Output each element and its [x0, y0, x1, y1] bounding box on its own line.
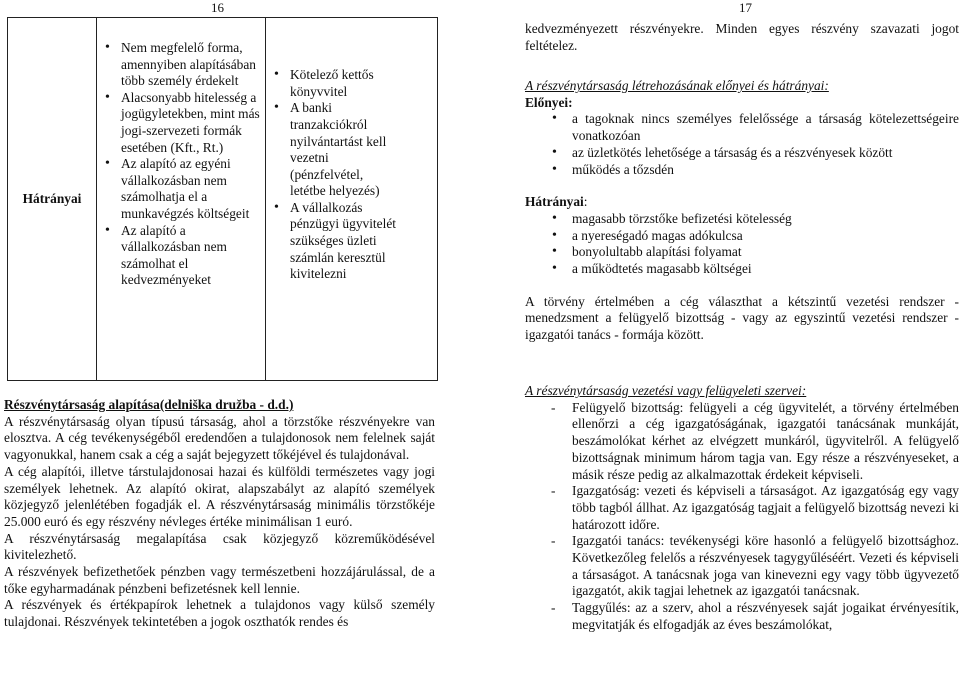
list-item: • bonyolultabb alapítási folyamat	[525, 244, 959, 261]
list-item: • az üzletkötés lehetősége a társaság és a részvényesek között	[525, 145, 959, 162]
paragraph: A cég alapítói, illetve társtulajdonosai hazai és külföldi természetes vagy jogi személyek lehetnek. Az alapító okirat, alapszabályt az alapító személyek közjegyző jelenlétében fogadják el. A részvénytársaság minimális törzstőkéje 25.000 euró és egy részvény névleges értéke minimálisan 1 euró.	[4, 463, 435, 529]
page-number-right: 17	[739, 0, 752, 15]
advantages-list	[525, 111, 959, 178]
advantages-label: Előnyei:	[525, 94, 573, 110]
disadvantages-heading	[525, 194, 959, 211]
intro-paragraph: kedvezményezett részvényekre. Minden egyes részvény szavazati jogot feltételez.	[525, 21, 959, 53]
intro-block	[525, 21, 959, 54]
pros-cons-block	[525, 78, 959, 344]
list-item: • magasabb törzstőke befizetési kötelesség	[525, 211, 959, 228]
law-paragraph: A törvény értelmében a cég választhat a kétszintű vezetési rendszer - menedzsment a felügyelő bizottság - vagy az egyszintű vezetési rendszer - igazgatói tanács - formája között.	[525, 293, 959, 343]
list-item: • Alacsonyabb hitelesség a jogügyletekben, mint más jogi-szervezeti formák esetében (Kft., Rt.)	[97, 90, 261, 156]
table-col1	[97, 18, 266, 381]
list-item: • A banki tranzakciókról nyilvántartást kell vezetni (pénzfelvétel, letétbe helyezés)	[266, 100, 397, 200]
list-item: • Az alapító a vállalkozásban nem számolhat el kedvezményeket	[97, 223, 261, 289]
paragraph: A részvények befizethetőek pénzben vagy természetbeni hozzájárulással, de a tőke egyharmadának pénzbeni befizetésnek kell lennie.	[4, 564, 435, 596]
list-item: • Kötelező kettős könyvvitel	[266, 67, 397, 100]
list-item: - Felügyelő bizottság: felügyeli a cég ügyvitelét, a törvény értelmében ellenőrzi a cég igazgatóságának, igazgatói tanácsának munkáját, beszámolókat kérhet az elvégzett munkáról, ügyvitelről. A felügyelő bizottságnak minimum három tagja van. Egy része a részvényeseket, a másik része pedig az alkalmazottak érdekeit képviseli.	[525, 400, 959, 484]
disadvantages-list	[525, 211, 959, 278]
governance-block	[525, 383, 959, 634]
list-item: • a nyereségadó magas adókulcsa	[525, 228, 959, 245]
paragraph: A részvénytársaság olyan típusú társaság, ahol a törzstőke részvényekre van elosztva. A cég tevékenységéből eredendően a tulajdonosok nem felelnek saját vagyonukkal, hanem csak a cég a saját bejegyzett tőkéjével és tulajdonával.	[4, 413, 435, 463]
list-item: - Taggyűlés: az a szerv, ahol a részvényesek saját jogaikat érvényesítik, megvitatják és elfogadják az éves beszámolókat,	[525, 600, 959, 633]
list-item: - Igazgatói tanács: tevékenységi köre hasonló a felügyelő bizottsághoz. Következőleg felelős a részvényesek tagygyűléséért. Vezeti és képviseli a társaságot. A tanácsnak joga van kinevezni egy vagy több ügyvezető igazgatót, akik tagjai lehetnek az igazgatói tanácsnak.	[525, 533, 959, 600]
governance-list	[525, 400, 959, 634]
section-heading: Részvénytársaság alapítása(delniška družba - d.d.)	[4, 397, 294, 412]
pros-cons-heading: A részvénytársaság létrehozásának előnyei és hátrányai:	[525, 78, 829, 93]
paragraph: A részvénytársaság megalapítása csak közjegyző közreműködésével kivitelezhető.	[4, 530, 435, 563]
table-col2	[266, 18, 438, 381]
list-item: • Az alapító az egyéni vállalkozásban nem számolhatja el a munkavégzés költségeit	[97, 156, 261, 222]
page-number-left: 16	[211, 0, 224, 15]
table-label: Hátrányai	[8, 18, 97, 381]
disadvantages-colon: :	[583, 194, 588, 210]
list-item: • a működtetés magasabb költségei	[525, 261, 959, 278]
list-item: • működés a tőzsdén	[525, 162, 959, 179]
disadvantages-table	[7, 17, 438, 381]
list-item: • Nem megfelelő forma, amennyiben alapításában több személy érdekelt	[97, 40, 261, 90]
disadvantages-label: Hátrányai	[525, 194, 584, 210]
rt-section	[4, 397, 435, 631]
governance-heading: A részvénytársaság vezetési vagy felügyeleti szervei:	[525, 383, 807, 398]
paragraph: A részvények és értékpapírok lehetnek a tulajdonos vagy külső személy tulajdonai. Részvények tekintetében a jogok oszthatók rendes és	[4, 597, 435, 630]
list-item: • A vállalkozás pénzügyi ügyvitelét szükséges üzleti számlán keresztül kivitelezni	[266, 200, 397, 283]
list-item: - Igazgatóság: vezeti és képviseli a társaságot. Az igazgatóság egy vagy több tagból állhat. Az igazgatóság tagjait a felügyelő bizottság nevezi ki határozott időre.	[525, 483, 959, 533]
list-item: • a tagoknak nincs személyes felelőssége a társaság kötelezettségeire vonatkozóan	[525, 111, 959, 144]
